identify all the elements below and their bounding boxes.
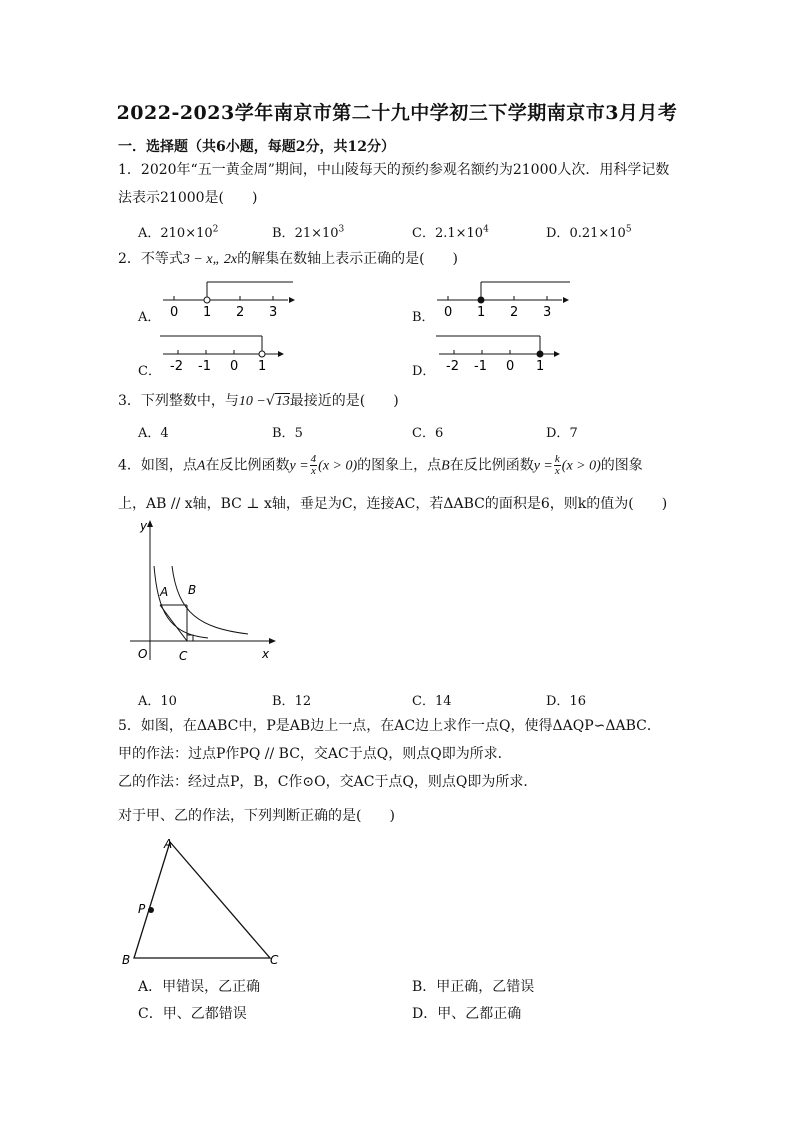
option-text: 甲错误，乙正确 (162, 979, 261, 995)
open-endpoint (259, 351, 265, 357)
option-exponent: 4 (483, 224, 489, 235)
point-b-label: B (188, 583, 197, 597)
y-axis-label: y (140, 519, 148, 533)
tick-label: -1 (198, 359, 211, 374)
q4-text: 在反比例函数 (205, 457, 290, 474)
option-label: A． (138, 426, 161, 441)
option-label: D． (546, 694, 570, 709)
q5-option-b (412, 976, 534, 996)
q3-option-a (138, 422, 169, 441)
tick-label: 1 (477, 305, 486, 320)
point-p-label: P (138, 902, 146, 916)
option-text: 甲、乙都错误 (162, 1006, 247, 1022)
q1-stem-line1: 1．2020年“五一黄金周”期间，中山陵每天的预约参观名额约为21000人次．用科学记数 (118, 162, 670, 178)
q5-stem-line2: 甲的作法：过点P作PQ // BC，交AC于点Q，则点Q即为所求． (118, 746, 512, 762)
q5-option-c (138, 1003, 247, 1023)
option-text: 10 (160, 694, 177, 709)
q3-option-d (546, 422, 578, 441)
q1-option-b (272, 222, 344, 241)
option-label: B． (412, 979, 437, 995)
q3-prefix: 3．下列整数中，与 (118, 393, 239, 409)
option-text: 12 (294, 694, 312, 709)
tick-label: 1 (258, 359, 267, 374)
tick-label: 0 (444, 305, 453, 320)
q4-text: 的图象 (600, 457, 643, 474)
vertex-b-label: B (122, 953, 131, 967)
q3-option-b (272, 422, 303, 441)
option-label: C． (412, 694, 435, 709)
closed-endpoint (478, 297, 484, 303)
option-label: A． (138, 979, 163, 995)
option-text: 210×10 (160, 226, 213, 241)
option-text: 0.21×10 (569, 226, 626, 241)
q5-option-a (138, 976, 260, 996)
q1-option-a (138, 222, 218, 241)
q3-stem (118, 391, 399, 412)
option-text: 4 (160, 426, 169, 441)
tick-label: 3 (269, 305, 278, 320)
arrow-head (289, 297, 295, 303)
fraction-4-over-x (310, 454, 318, 477)
numerator: 4 (310, 453, 317, 465)
option-text: 甲、乙都正确 (437, 1006, 522, 1022)
option-label: B． (272, 426, 295, 441)
option-label: B． (272, 226, 295, 241)
q4-figure (130, 516, 280, 666)
option-label: A． (138, 694, 161, 709)
option-text: 甲正确，乙错误 (436, 979, 535, 995)
number-line-a (158, 278, 298, 322)
option-text: 2.1×10 (434, 226, 484, 241)
option-exponent: 3 (338, 224, 345, 235)
point-p (148, 907, 154, 913)
option-label: D． (546, 426, 570, 441)
q2-inequality: 3 − x„ 2x (182, 252, 238, 267)
right-angle-mark (187, 635, 193, 641)
option-label: B． (272, 694, 295, 709)
number-line-d (434, 332, 564, 376)
q5-stem-line3: 乙的作法：经过点P，B，C作⊙O，交AC于点Q，则点Q即为所求． (118, 774, 538, 790)
domain-condition: (x > 0) (318, 458, 358, 474)
option-label: D． (412, 1006, 438, 1022)
tick-label: 3 (543, 305, 552, 320)
option-text: 21×10 (294, 226, 339, 241)
q3-radicand: 13 (275, 394, 290, 409)
q4-text: 4．如图，点 (118, 457, 197, 474)
open-endpoint (204, 297, 210, 303)
tick-label: 2 (510, 305, 519, 320)
function-lhs: y = (289, 458, 309, 474)
number-line-b (432, 278, 574, 322)
tick-label: 0 (506, 359, 515, 374)
tick-label: 2 (236, 305, 245, 320)
q2-label-a: A． (138, 310, 161, 325)
point-c-label: C (179, 649, 188, 663)
q4-option-d (546, 690, 586, 709)
q4-stem-line2: 上，AB // x轴，BC ⊥ x轴，垂足为C，连接AC，若ΔABC的面积是6，则k的值为( ) (118, 496, 668, 512)
q5-stem-line1: 5．如图，在ΔABC中，P是AB边上一点，在AC边上求作一点Q，使得ΔAQP∽ΔABC． (118, 718, 661, 734)
q2-label-d: D． (412, 364, 436, 379)
origin-label: O (138, 647, 148, 661)
point-a-label: A (160, 585, 169, 599)
q4-option-a (138, 690, 177, 709)
q4-option-b (272, 690, 311, 709)
triangle-abc (134, 842, 270, 958)
option-label: C． (412, 226, 435, 241)
option-text: 14 (434, 694, 452, 709)
vertex-c-label: C (270, 953, 279, 967)
option-label: A． (138, 226, 161, 241)
q5-stem-line4: 对于甲、乙的作法，下列判断正确的是( ) (118, 808, 395, 824)
q3-expression: 10 − (238, 394, 266, 409)
q5-option-d (412, 1003, 521, 1023)
section-heading: 一．选择题（共6小题，每题2分，共12分） (118, 139, 395, 155)
option-exponent: 2 (212, 224, 219, 235)
segment-ac (160, 605, 187, 641)
option-label: C． (412, 426, 435, 441)
q4-stem-line1 (118, 454, 643, 477)
number-line-c (158, 332, 288, 376)
q1-option-d (546, 222, 632, 241)
q1-stem-line2: 法表示21000是( ) (118, 190, 258, 206)
tick-label: 0 (230, 359, 239, 374)
tick-label: 1 (203, 305, 212, 320)
option-exponent: 5 (625, 224, 632, 235)
page-title: 2022-2023学年南京市第二十九中学初三下学期南京市3月月考 (116, 102, 678, 124)
tick-label: 1 (536, 359, 545, 374)
closed-endpoint (537, 351, 543, 357)
q4-text: 在反比例函数 (449, 457, 534, 474)
q5-triangle-figure (118, 834, 288, 968)
q4-option-c (412, 690, 452, 709)
curve-y-k-over-x (172, 566, 248, 634)
denominator: x (310, 465, 316, 477)
tick-label: -2 (446, 359, 459, 374)
q3-suffix: 最接近的是( ) (289, 393, 399, 409)
q4-text: 的图象上，点 (357, 457, 442, 474)
sqrt-sign: √ (265, 393, 275, 409)
denominator: x (554, 465, 560, 477)
arrow-head (278, 351, 284, 357)
tick-label: 0 (170, 305, 179, 320)
option-text: 16 (569, 694, 586, 709)
q2-stem (118, 249, 458, 270)
x-axis-arrow (269, 638, 276, 644)
q2-prefix: 2．不等式 (118, 251, 183, 267)
option-text: 7 (569, 426, 578, 441)
q2-suffix: 的解集在数轴上表示正确的是( ) (237, 251, 459, 267)
q1-option-c (412, 222, 489, 241)
q2-label-b: B． (412, 310, 435, 325)
tick-label: -1 (474, 359, 487, 374)
option-label: D． (546, 226, 570, 241)
fraction-k-over-x (554, 454, 561, 477)
option-text: 6 (434, 426, 444, 441)
option-label: C． (138, 1006, 163, 1022)
numerator: k (554, 453, 560, 465)
vertex-a-label: A (164, 837, 173, 851)
arrow-head (563, 297, 569, 303)
domain-condition: (x > 0) (561, 458, 601, 474)
y-axis-arrow (147, 520, 153, 527)
curve-y-4-over-x (154, 566, 208, 638)
q3-option-c (412, 422, 443, 441)
point-b-ref: B (441, 458, 450, 474)
point-a-ref: A (196, 458, 206, 474)
tick-label: -2 (170, 359, 183, 374)
function-lhs: y = (533, 458, 553, 474)
x-axis-label: x (262, 647, 270, 661)
arrow-head (554, 351, 560, 357)
q2-label-c: C． (138, 364, 161, 379)
option-text: 5 (294, 426, 303, 441)
